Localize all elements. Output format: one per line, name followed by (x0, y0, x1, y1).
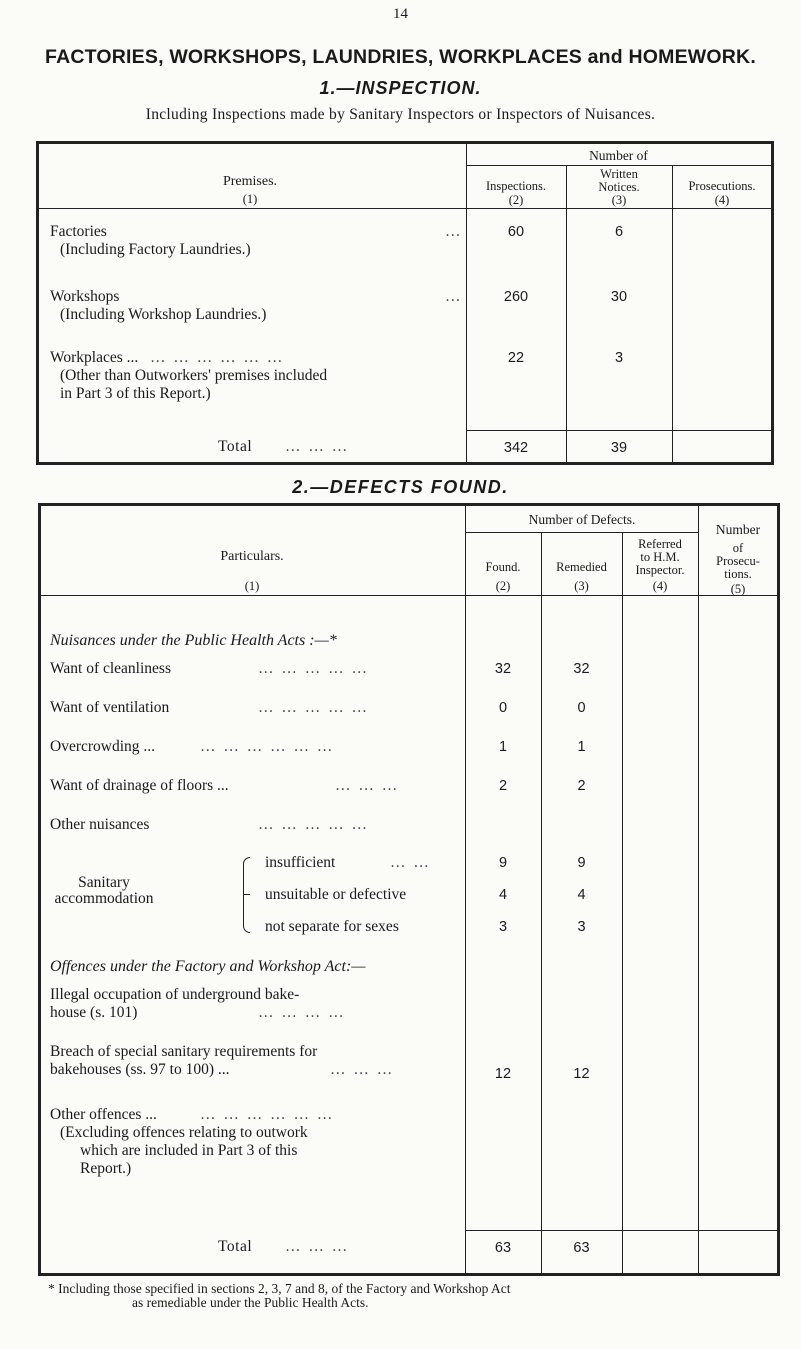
referred-header: Referred (638, 537, 682, 551)
leader-dots: … … … … … … (150, 349, 285, 366)
table1-header-bottom-rule (36, 208, 774, 209)
found-value: 32 (494, 661, 512, 677)
total-found: 63 (494, 1240, 512, 1256)
remedied-value: 1 (577, 739, 586, 755)
table2-bottom-rule (38, 1273, 780, 1276)
leader-dots: … … … (285, 1238, 350, 1255)
table1-header-rule (466, 165, 772, 166)
particular-label: Want of ventilation (50, 699, 170, 716)
breach-label: bakehouses (ss. 97 to 100) ... (50, 1061, 230, 1078)
found-value: 2 (498, 778, 508, 794)
table2-right-rule (777, 503, 780, 1276)
table2-header-rule (465, 532, 699, 533)
total-label: Total (218, 1238, 253, 1255)
leader-dots: … … … (330, 1061, 395, 1078)
prosecutions-header: tions. (724, 567, 752, 581)
premises-label: Workplaces ... (50, 349, 139, 366)
footnote: * Including those specified in sections 2, 3, 7 and 8, of the Factory and Workshop Act (48, 1281, 511, 1296)
found-value: 12 (494, 1066, 512, 1082)
illegal-occupation-label: Illegal occupation of underground bake- (50, 986, 300, 1003)
prosecutions-header: Number (715, 522, 761, 537)
particular-label: Want of cleanliness (50, 660, 171, 677)
remedied-value: 32 (573, 661, 590, 677)
page-title: FACTORIES, WORKSHOPS, LAUNDRIES, WORKPLACES and HOMEWORK. (45, 46, 756, 68)
table1-top-rule (36, 141, 774, 144)
prosecutions-col-number: (4) (714, 193, 730, 207)
illegal-occupation-label: house (s. 101) (50, 1004, 138, 1021)
found-col-number: (2) (495, 579, 511, 593)
particulars-col-number: (1) (244, 579, 260, 593)
referred-header: to H.M. (640, 550, 680, 564)
referred-header: Inspector. (635, 563, 685, 577)
notices-value: 30 (610, 289, 628, 305)
table1-total-rule (466, 430, 772, 431)
section1-heading: 1.—INSPECTION. (319, 78, 482, 98)
section2-heading: 2.—DEFECTS FOUND. (292, 477, 509, 497)
leader-dots: … … … … … … (200, 1106, 335, 1123)
inspections-value: 60 (507, 224, 525, 240)
remedied-value: 2 (577, 778, 586, 794)
leader-dots: … … … (335, 777, 400, 794)
breach-label: Breach of special sanitary requirements for (50, 1043, 318, 1060)
section1-subtitle: Including Inspections made by Sanitary Inspectors or Inspectors of Nuisances. (145, 106, 656, 123)
leader-dots: … … … … … (258, 699, 369, 716)
table2-col-divider (541, 532, 542, 1276)
number-of-header: Number of (589, 148, 648, 163)
notices-col-number: (3) (611, 193, 627, 207)
leader-dots: … (445, 223, 461, 240)
remedied-value: 4 (577, 887, 586, 903)
premises-note: (Other than Outworkers' premises included (60, 367, 328, 384)
table1-col-divider (672, 166, 673, 465)
leader-dots: … … … … … … (200, 738, 335, 755)
remedied-value: 12 (573, 1066, 590, 1082)
remedied-value: 9 (577, 855, 586, 871)
prosecutions-col-number: (5) (730, 582, 746, 596)
particulars-header: Particulars. (220, 549, 284, 564)
remedied-value: 3 (577, 919, 586, 935)
table2-col-divider (698, 503, 699, 1276)
particular-label: Want of drainage of floors ... (50, 777, 229, 794)
prosecutions-header: Prosecu- (716, 554, 760, 568)
table1-bottom-rule (36, 462, 774, 465)
other-offences-note: (Excluding offences relating to outwork (60, 1124, 308, 1141)
premises-header: Premises. (222, 174, 278, 189)
sanitary-label: Sanitary (78, 874, 130, 891)
found-header: Found. (485, 560, 521, 574)
table2-top-rule (38, 503, 780, 506)
written-header: Written (600, 167, 638, 181)
particular-label: Overcrowding ... (50, 738, 156, 755)
particular-label: unsuitable or defective (265, 886, 407, 903)
particular-label: insufficient (265, 854, 336, 871)
inspections-col-number: (2) (508, 193, 524, 207)
other-offences-note: Report.) (80, 1160, 132, 1177)
total-label: Total (218, 438, 253, 455)
offences-heading: Offences under the Factory and Workshop Act:— (50, 958, 366, 975)
notices-header: Notices. (598, 180, 640, 194)
inspections-value: 22 (507, 350, 525, 366)
particular-label: not separate for sexes (265, 918, 399, 935)
remedied-value: 0 (577, 700, 586, 716)
other-offences-label: Other offences ... (50, 1106, 157, 1123)
number-of-defects-header: Number of Defects. (528, 512, 636, 527)
leader-dots: … … … … … (258, 816, 369, 833)
nuisances-heading: Nuisances under the Public Health Acts :—* (50, 632, 337, 649)
bracket-notch-icon (243, 894, 250, 895)
table2-left-rule (38, 503, 41, 1276)
remedied-col-number: (3) (574, 579, 589, 593)
found-value: 1 (498, 739, 508, 755)
total-remedied: 63 (573, 1240, 590, 1256)
found-value: 0 (498, 700, 508, 716)
total-notices: 39 (610, 440, 628, 456)
prosecutions-header: Prosecutions. (688, 179, 756, 193)
remedied-header: Remedied (556, 560, 607, 574)
leader-dots: … … … (285, 438, 350, 455)
table1-left-rule (36, 141, 39, 465)
table1-col-divider (566, 166, 567, 465)
table2-total-rule (465, 1230, 779, 1231)
premises-col-number: (1) (242, 192, 258, 206)
accommodation-label: accommodation (54, 890, 154, 907)
table2-col-divider (622, 532, 623, 1276)
leader-dots: … … … … … (258, 660, 369, 677)
found-value: 3 (498, 919, 508, 935)
premises-note: (Including Factory Laundries.) (60, 241, 251, 258)
bracket-icon (243, 857, 250, 933)
inspections-value: 260 (503, 289, 529, 305)
total-inspections: 342 (503, 440, 529, 456)
other-nuisances-label: Other nuisances (50, 816, 150, 833)
notices-value: 6 (614, 224, 624, 240)
other-offences-note: which are included in Part 3 of this (80, 1142, 298, 1159)
premises-label: Workshops (50, 288, 120, 305)
leader-dots: … … (390, 854, 431, 871)
premises-label: Factories (50, 223, 107, 240)
inspections-header: Inspections. (485, 179, 547, 193)
footnote: as remediable under the Public Health Acts. (132, 1295, 369, 1310)
notices-value: 3 (614, 350, 624, 366)
premises-note: (Including Workshop Laundries.) (60, 306, 267, 323)
leader-dots: … (445, 288, 461, 305)
found-value: 9 (498, 855, 508, 871)
leader-dots: … … … … (258, 1004, 346, 1021)
referred-col-number: (4) (652, 579, 668, 593)
table2-header-bottom-rule (38, 595, 780, 596)
premises-note: in Part 3 of this Report.) (60, 385, 211, 402)
prosecutions-header: of (732, 541, 744, 555)
found-value: 4 (498, 887, 508, 903)
page-number: 14 (393, 6, 408, 22)
